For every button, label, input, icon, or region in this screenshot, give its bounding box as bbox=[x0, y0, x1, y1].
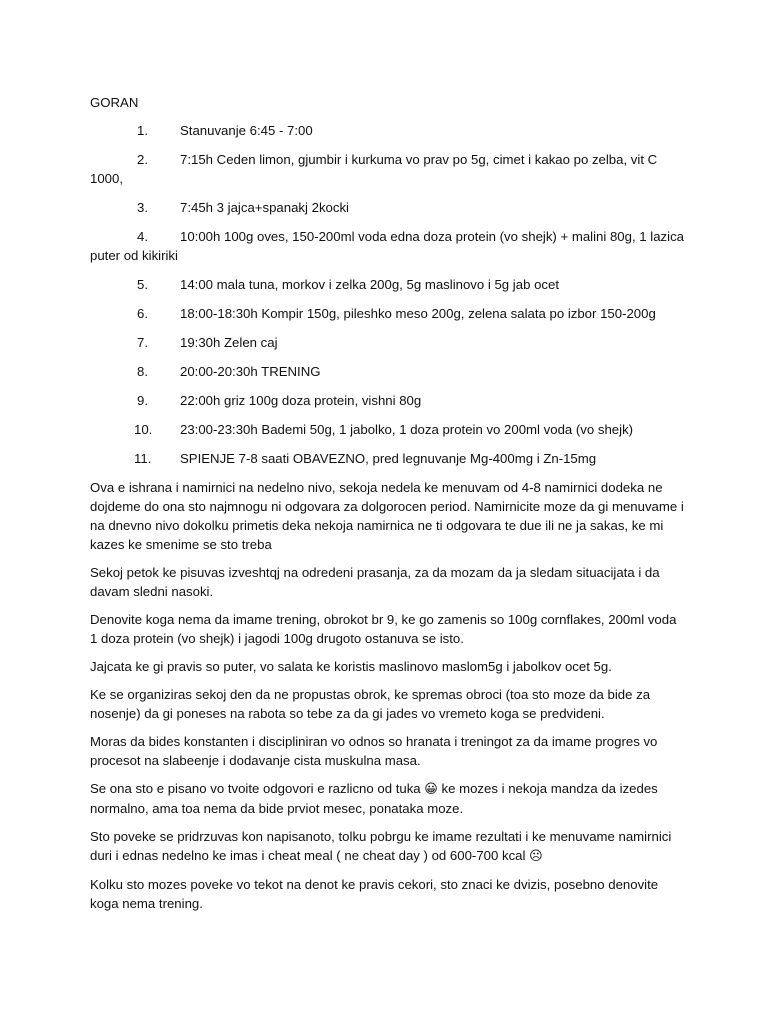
list-item-number: 4. bbox=[137, 229, 148, 244]
list-item bbox=[90, 449, 685, 468]
list-item-text: 7:15h Ceden limon, gjumbir i kurkuma vo prav po 5g, cimet i kakao po zelba, vit C 1000, bbox=[90, 152, 658, 186]
list-item-number: 8. bbox=[137, 364, 148, 379]
list-item-number: 3. bbox=[137, 200, 148, 215]
list-item-number: 5. bbox=[137, 277, 148, 292]
meal-schedule-list bbox=[90, 121, 685, 468]
list-item bbox=[90, 150, 685, 188]
list-item bbox=[90, 391, 685, 410]
paragraph-text: ke mozes i nekoja mandza da izedes normalno, ama toa nema da bide prviot mesec, ponataka moze. bbox=[90, 781, 658, 816]
paragraph-text: Sto poveke se pridrzuvas kon napisanoto, tolku pobrgu ke imame rezultati i ke menuvame namirnici duri i ednas nedelno ke imas i cheat meal ( ne cheat day ) od 600-700 kcal bbox=[90, 829, 672, 863]
paragraph-cheat-food bbox=[90, 779, 685, 818]
list-item-number: 1. bbox=[137, 123, 148, 138]
list-item-text: 7:45h 3 jajca+spanakj 2kocki bbox=[180, 200, 349, 215]
list-item-text: 14:00 mala tuna, morkov i zelka 200g, 5g maslinovo i 5g jab ocet bbox=[180, 277, 559, 292]
list-item-number: 7. bbox=[137, 335, 148, 350]
document-title: GORAN bbox=[90, 95, 139, 110]
list-item bbox=[90, 275, 685, 294]
list-item bbox=[90, 362, 685, 381]
list-item-number: 11. bbox=[134, 451, 152, 466]
list-item bbox=[90, 227, 685, 265]
list-item-number: 9. bbox=[137, 393, 148, 408]
list-item-text: 23:00-23:30h Bademi 50g, 1 jabolko, 1 doza protein vo 200ml voda (vo shejk) bbox=[180, 422, 634, 437]
list-item-text: 18:00-18:30h Kompir 150g, pileshko meso 200g, zelena salata po izbor 150-200g bbox=[180, 306, 656, 321]
frown-emoji-icon: ☹ bbox=[529, 849, 543, 864]
list-item bbox=[90, 333, 685, 352]
list-item-text: 19:30h Zelen caj bbox=[180, 335, 278, 350]
list-item-text: SPIENJE 7-8 saati OBAVEZNO, pred legnuvanje Mg-400mg i Zn-15mg bbox=[180, 451, 597, 466]
list-item-text: 22:00h griz 100g doza protein, vishni 80g bbox=[180, 393, 422, 408]
paragraph-weekly-plan: Ova e ishrana i namirnici na nedelno nivo, sekoja nedela ke menuvam od 4-8 namirnici dodeka ne dojdeme do ona sto najmnogu ni odgovara za dolgorocen period. Namirnicite moze da gi menuvame i na dnevno nivo dokolku primetis deka nekoja namirnica ne ti odgovara te due ili ne ja sakas, ke mi kazes ke smenime se sto treba bbox=[90, 480, 684, 552]
paragraph-meal-prep: Ke se organiziras sekoj den da ne propustas obrok, ke spremas obroci (toa sto moze da bide za nosenje) da gi poneses na rabota so tebe za da gi jades vo vremeto koga se predvideni. bbox=[90, 687, 651, 721]
list-item-text: 10:00h 100g oves, 150-200ml voda edna doza protein (vo shejk) + malini 80g, 1 lazica puter od kikiriki bbox=[90, 229, 685, 263]
paragraph-steps: Kolku sto mozes poveke vo tekot na denot ke pravis cekori, sto znaci ke dvizis, posebno denovite koga nema trening. bbox=[90, 877, 659, 911]
list-item bbox=[90, 304, 685, 323]
paragraph-discipline: Moras da bides konstanten i discipliniran vo odnos so hranata i treningot za da imame progres vo procesot na slabeenje i dodavanje cista muskulna masa. bbox=[90, 734, 658, 768]
paragraph-rest-days: Denovite koga nema da imame trening, obrokot br 9, ke go zamenis so 100g cornflakes, 200ml voda 1 doza protein (vo shejk) i jagodi 100g drugoto ostanuva se isto. bbox=[90, 612, 677, 646]
smiley-emoji-icon: 😀 bbox=[424, 782, 438, 797]
list-item-number: 10. bbox=[134, 422, 153, 437]
list-item-text: Stanuvanje 6:45 - 7:00 bbox=[180, 123, 313, 138]
paragraph-cheat-meal bbox=[90, 827, 685, 866]
list-item-text: 20:00-20:30h TRENING bbox=[180, 364, 321, 379]
list-item-number: 6. bbox=[137, 306, 148, 321]
list-item bbox=[90, 420, 685, 439]
paragraph-friday-report: Sekoj petok ke pisuvas izveshtqj na odredeni prasanja, za da mozam da ja sledam situacijata i da davam sledni nasoki. bbox=[90, 565, 660, 599]
list-item bbox=[90, 121, 685, 140]
list-item bbox=[90, 198, 685, 217]
paragraph-eggs-salad: Jajcata ke gi pravis so puter, vo salata ke koristis maslinovo maslom5g i jabolkov ocet 5g. bbox=[90, 659, 612, 674]
paragraph-text: Se ona sto e pisano vo tvoite odgovori e razlicno od tuka bbox=[90, 781, 425, 796]
document-body bbox=[90, 93, 685, 922]
list-item-number: 2. bbox=[137, 152, 148, 167]
